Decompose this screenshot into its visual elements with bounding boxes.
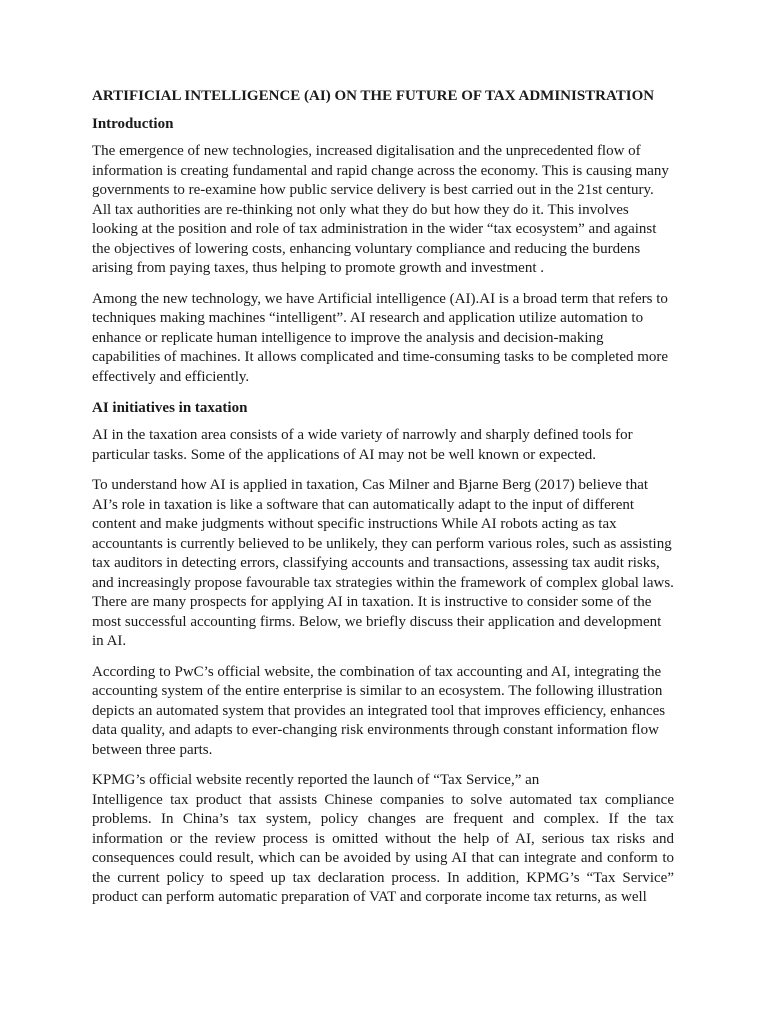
section-heading-introduction: Introduction — [92, 116, 174, 132]
document-title: ARTIFICIAL INTELLIGENCE (AI) ON THE FUTURE OF TAX ADMINISTRATION — [92, 88, 655, 104]
kpmg-paragraph: Intelligence tax product that assists Chinese companies to solve automated tax compliance problems. In China’s tax system, policy changes are frequent and complex. If the tax information or the review process is omitted without the help of AI, serious tax risks and consequences could result, which can be avoided by using AI that can integrate and conform to the current policy to speed up tax declaration process. In addition, KPMG’s “Tax Service” product can perform automatic preparation of VAT and corporate income tax returns, as well — [92, 791, 674, 905]
kpmg-intro-line: KPMG’s official website recently reported the launch of “Tax Service,” an — [92, 772, 540, 788]
document-page — [92, 86, 674, 919]
paragraph: AI in the taxation area consists of a wide variety of narrowly and sharply defined tools for particular tasks. Some of the applications of AI may not be well known or expected. — [92, 427, 633, 463]
paragraph: Among the new technology, we have Artificial intelligence (AI).AI is a broad term that refers to techniques making machines “intelligent”. AI research and application utilize automation to enhance or replicate human intelligence to improve the analysis and decision-making capabilities of machines. It allows complicated and time-consuming tasks to be completed more effectively and efficiently. — [92, 290, 669, 385]
paragraph: The emergence of new technologies, increased digitalisation and the unprecedented flow of information is creating fundamental and rapid change across the economy. This is causing many governments to re-examine how public service delivery is best carried out in the 21st century. All tax authorities are re-thinking not only what they do but how they do it. This involves looking at the position and role of tax administration in the wider “tax ecosystem” and against the objectives of lowering costs, enhancing voluntary compliance and reducing the burdens arising from paying taxes, thus helping to promote growth and investment . — [92, 143, 669, 276]
paragraph: To understand how AI is applied in taxation, Cas Milner and Bjarne Berg (2017) believe that AI’s role in taxation is like a software that can automatically adapt to the input of different content and make judgments without specific instructions While AI robots acting as tax accountants is currently believed to be unlikely, they can perform various roles, such as assisting tax auditors in detecting errors, classifying accounts and transactions, assessing tax audit risks, and increasingly propose favourable tax strategies within the framework of complex global laws. There are many prospects for applying AI in taxation. It is instructive to consider some of the most successful accounting firms. Below, we briefly discuss their application and development in AI. — [92, 477, 674, 649]
paragraph: According to PwC’s official website, the combination of tax accounting and AI, integrating the accounting system of the entire enterprise is similar to an ecosystem. The following illustration depicts an automated system that provides an integrated tool that improves efficiency, enhances data quality, and adapts to ever-changing risk environments through constant information flow between three parts. — [92, 663, 666, 758]
section-heading-ai-initiatives: AI initiatives in taxation — [92, 400, 248, 416]
